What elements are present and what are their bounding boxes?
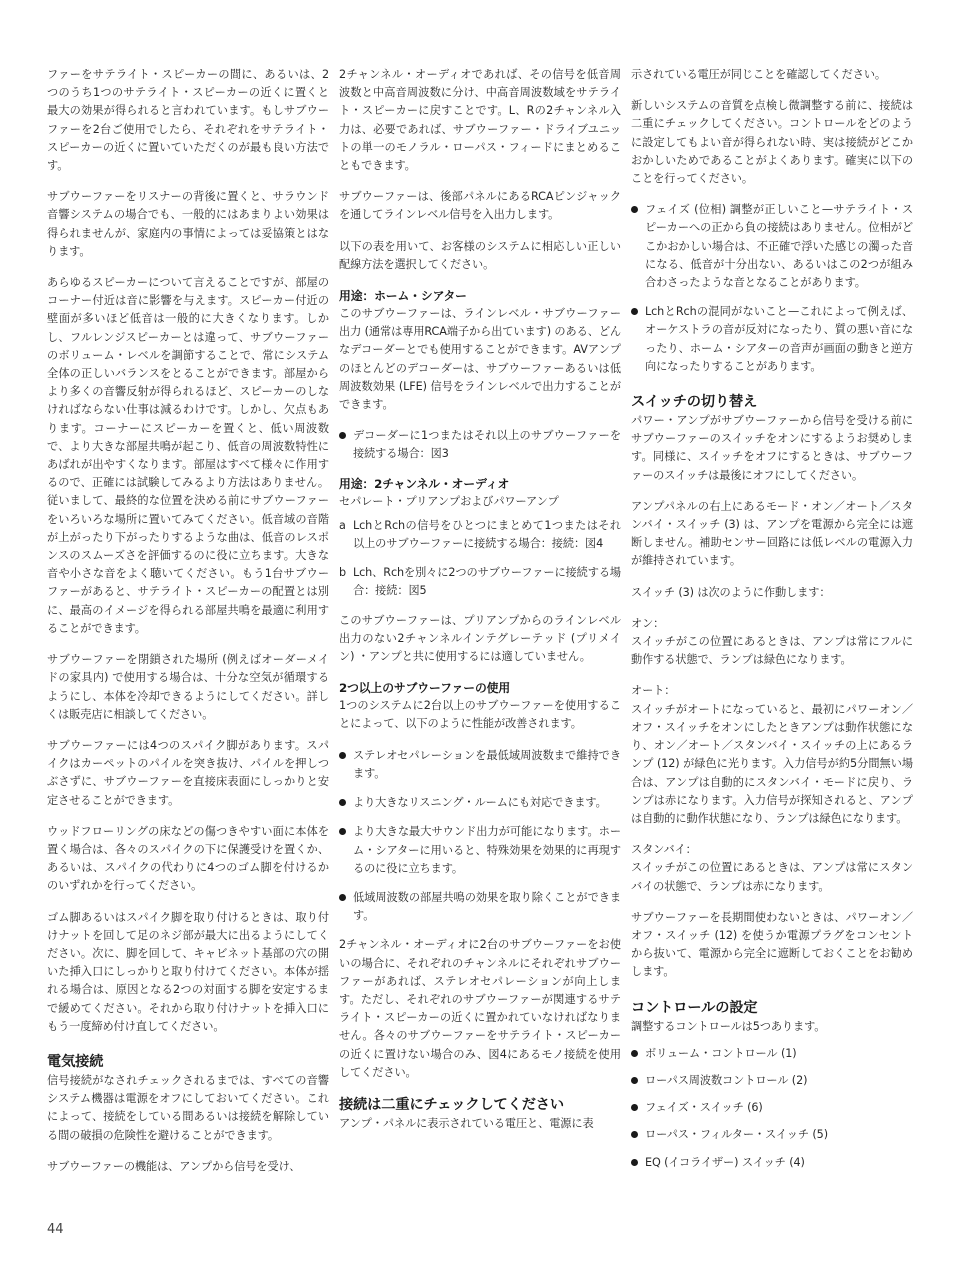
heading-switching: スイッチの切り替え <box>631 394 758 411</box>
page-number: 44 <box>47 1222 64 1237</box>
bullet-icon <box>631 1104 638 1111</box>
heading-double-check: 接続は二重にチェックしてください <box>339 1096 564 1113</box>
paragraph: あらゆるスピーカーについて言えることですが、部屋のコーナー付近は音に影響を与えます。スピーカー付近の壁面が多いほど低音は一般的に大きくなります。しかし、フルレンジスピーカーとは違って、サブウーファーのボリューム・レベルを調節することで、常にシステム全体の正しいバランスをとることができます。部屋からより多くの音響反射が得られるほど、スピーカーのしなければならない仕事は減るわけです。しかし、欠点もあります。コーナーにスピーカーを置くと、低い周波数で、より大きな部屋共鳴が起こり、低音の周波数特性にあばれが出やすくなります。部屋はすべて様々に作用するので、正確には試験してみるより方法はありません。従いまして、最終的な位置を決める前にサブウーファーをいろいろな場所に置いてみてください。低音域の音階が上がったり下がったりするような曲は、低音のレスポンスのスムーズさを評価するのに役に立ちます。大きな音や小さな音をよく聴いてください。もう1台サブウーファーがあると、サテライト・スピーカーの配置とは別に、最高のイメージを得られる部屋共鳴を最適に利用することができます。 <box>47 276 329 635</box>
paragraph: 1つのシステムに2台以上のサブウーファーを使用することによって、以下のように性能が改善されます。 <box>339 699 621 731</box>
bullet-icon <box>631 1077 638 1084</box>
bullet-icon <box>339 752 346 759</box>
paragraph: このサブウーファーは、プリアンプからのラインレベル出力のない2チャンネルインテグレーテッド (プリメイン) ・アンプと共に使用するには適していません。 <box>339 613 621 664</box>
bullet-icon <box>339 432 346 439</box>
paragraph: サブウーファーの機能は、アンプから信号を受け、 <box>47 1159 301 1173</box>
mode-label-on: オン： <box>631 616 665 630</box>
paragraph: サブウーファーをリスナーの背後に置くと、サラウンド音響システムの場合でも、一般的にはあまりよい効果は得られませんが、家庭内の事情によっては妥協策とはなります。 <box>47 190 329 258</box>
bullet-item: LchとRchの混同がないこと—これによって例えば、オーケストラの音が反対になったり、質の悪い音になったり、ホーム・シアターの音声が画面の動きと逆方向になったりすることがあります。 <box>631 303 913 376</box>
bullet-icon <box>339 894 346 901</box>
bullet-item: 低域周波数の部屋共鳴の効果を取り除くことができます。 <box>339 889 621 925</box>
bullet-icon <box>339 799 346 806</box>
paragraph: ウッドフローリングの床などの傷つきやすい面に本体を置く場合は、各々のスパイクの下に保護受けを置くか、あるいは、スパイクの代わりに4つのゴム脚を付けるかのいずれかを行ってください。 <box>47 824 329 893</box>
paragraph: ファーをサテライト・スピーカーの間に、あるいは、2つのうち1つのサテライト・スピーカーの近くに置くと最大の効果が得られると言われています。もしサブウーファーを2台ご使用でしたら、それぞれをサテライト・スピーカーの近くに置いていただくのが最も良い方法です。 <box>47 68 329 173</box>
paragraph: このサブウーファーは、ラインレベル・サブウーファー出力 (通常は専用RCA端子から出ています) のある、どんなデコーダーとでも使用することができます。AVアンプのほとんどのデコーダーは、サブウーファーあるいは低周波数効果 (LFE) 信号をラインレベルで出力することができます。 <box>339 307 621 412</box>
bullet-icon <box>339 828 346 835</box>
paragraph: 以下の表を用いて、お客様のシステムに相応しい正しい配線方法を選択してください。 <box>339 239 621 271</box>
control-list-item: EQ (イコライザー) スイッチ (4) <box>631 1154 913 1172</box>
paragraph: パワー・アンプがサブウーファーから信号を受ける前にサブウーファーのスイッチをオンにするようお奨めします。同様に、スイッチをオフにするときは、サブウーファーのスイッチは最後にオフにしてください。 <box>631 414 913 482</box>
paragraph: サブウーファーには4つのスパイク脚があります。スパイクはカーペットのパイルを突き抜け、パイルを押しつぶさずに、サブウーファーを直接床表面にしっかりと安定させることができます。 <box>47 738 329 807</box>
bullet-item: フェイズ (位相) 調整が正しいこと—サテライト・スピーカーへの正から負の接続はありません。位相がどこかおかしい場合は、不正確で浮いた感じの濁った音になる、低音が十分出ない、あるいはこの2つが組み合わさったような音となることがあります。 <box>631 201 913 292</box>
bullet-icon <box>631 206 638 213</box>
paragraph: 2チャンネル・オーディオであれば、その信号を低音周波数と中高音周波数に分け、中高音周波数域をサテライト・スピーカーに戻すことです。L、Rの2チャンネル入力は、必要であれば、サブウーファー・ドライブユニットの単一のモノラル・ローパス・フィードにまとめることもできます。 <box>339 68 621 173</box>
control-list-item: フェイズ・スイッチ (6) <box>631 1099 913 1117</box>
list-item-a: a LchとRchの信号をひとつにまとめて1つまたはそれ以上のサブウーファーに接続する場合：接続：図4 <box>339 518 621 551</box>
bullet-item: デコーダーに1つまたはそれ以上のサブウーファーを接続する場合：図3 <box>339 427 621 463</box>
control-list-item: ローパス周波数コントロール (2) <box>631 1072 913 1090</box>
paragraph: サブウーファーを長期間使わないときは、パワーオン／オフ・スイッチ (12) を使うか電源プラグをコンセントから抜いて、電源から完全に遮断しておくことをお勧めします。 <box>631 910 913 979</box>
bullet-icon <box>631 308 638 315</box>
bullet-icon <box>631 1050 638 1057</box>
column-middle <box>339 66 621 1146</box>
paragraph: サブウーファーは、後部パネルにあるRCAピンジャックを通してラインレベル信号を入出力します。 <box>339 190 621 222</box>
mode-label-auto: オート： <box>631 684 676 698</box>
paragraph: サブウーファーを閉鎖された場所 (例えばオーダーメイドの家具内) で使用する場合は、十分な空気が循環するようにし、本体を冷却できるようにしてください。詳しくは販売店に相談してください。 <box>47 653 329 721</box>
paragraph: スイッチがオートになっていると、最初にパワーオン／オフ・スイッチをオンにしたときアンプは動作状態になり、オン／オート／スタンバイ・スイッチの上にあるランプ (12) が緑色に光ります。入力信号が約5分間無い場合は、アンプは自動的にスタンバイ・モードに戻り、ランプは赤になります。入力信号が探知されると、アンプは自動的に動作状態になり、ランプは緑色になります。 <box>631 702 913 825</box>
heading-control-settings: コントロールの設定 <box>631 999 758 1016</box>
heading-electric-connection: 電気接続 <box>47 1053 104 1070</box>
heading-multiple-subwoofers: 2つ以上のサブウーファーの使用 <box>339 681 511 696</box>
bullet-item: より大きなリスニング・ルームにも対応できます。 <box>339 794 621 812</box>
paragraph: アンプ・パネルに表示されている電圧と、電源に表 <box>339 1116 594 1130</box>
paragraph: スイッチがこの位置にあるときは、アンプは常にスタンバイの状態で、ランプは赤になります。 <box>631 861 913 893</box>
paragraph: 示されている電圧が同じことを確認してください。 <box>631 68 887 81</box>
paragraph: ゴム脚あるいはスパイク脚を取り付けるときは、取り付けナットを回して足のネジ部が最大に出るようにしてください。次に、脚を回して、キャビネット基部の穴の開いた挿入口にしっかりと取り付けてください。本体が揺れる場合は、原因となる2つの対面する脚を安定するまで緩めてください。それから取り付けナットを挿入口にもう一度締め付け直してください。 <box>47 910 329 1033</box>
list-item-b: b Lch、Rchを別々に2つのサブウーファーに接続する場合：接続：図5 <box>339 566 621 598</box>
bullet-item: より大きな最大サウンド出力が可能になります。ホーム・シアターに用いると、特殊効果を効果的に再現するのに役に立ちます。 <box>339 823 621 878</box>
paragraph: スイッチ (3) は次のように作動します： <box>631 585 831 599</box>
subheading: セパレート・プリアンプおよびパワーアンプ <box>339 494 559 508</box>
heading-home-theater: 用途：ホーム・シアター <box>339 289 467 304</box>
paragraph: スイッチがこの位置にあるときは、アンプは常にフルに動作する状態で、ランプは緑色になります。 <box>631 635 913 667</box>
paragraph: アンプパネルの右上にあるモード・オン／オート／スタンバイ・スイッチ (3) は、アンプを電源から完全には遮断しません。補助センサー回路には低レベルの電源入力が維持されています。 <box>631 499 913 568</box>
bullet-item: ステレオセパレーションを最低域周波数まで維持できます。 <box>339 747 621 783</box>
paragraph: 新しいシステムの音質を点検し微調整する前に、接続は二重にチェックしてください。コントロールをどのように設定してもよい音が得られない時、実は接続がどこかおかしいためであることがよくあります。確実に以下のことを行ってください。 <box>631 99 913 186</box>
heading-two-channel: 用途：2チャンネル・オーディオ <box>339 476 510 491</box>
bullet-icon <box>631 1159 638 1166</box>
control-list-item: ボリューム・コントロール (1) <box>631 1045 913 1063</box>
control-list-item: ローパス・フィルター・スイッチ (5) <box>631 1126 913 1144</box>
column-left <box>47 66 329 1189</box>
paragraph: 2チャンネル・オーディオに2台のサブウーファーをお使いの場合に、それぞれのチャンネルにそれぞれサブウーファーがあれば、ステレオセパレーションが向上します。ただし、それぞれのサブウーファーが関連するサテライト・スピーカーの近くに置かれていなければなりません。各々のサブウーファーをサテライト・スピーカーの近くに置けない場合のみ、図4にあるモノ接続を使用してください。 <box>339 938 621 1079</box>
column-right <box>631 66 913 1181</box>
bullet-icon <box>631 1131 638 1138</box>
paragraph: 信号接続がなされチェックされるまでは、すべての音響システム機器は電源をオフにしておいてください。これによって、接続をしている間あるいは接続を解除している間の破損の危険性を避けることができます。 <box>47 1073 329 1142</box>
paragraph: 調整するコントロールは5つあります。 <box>631 1019 826 1033</box>
mode-label-standby: スタンバイ： <box>631 843 697 857</box>
